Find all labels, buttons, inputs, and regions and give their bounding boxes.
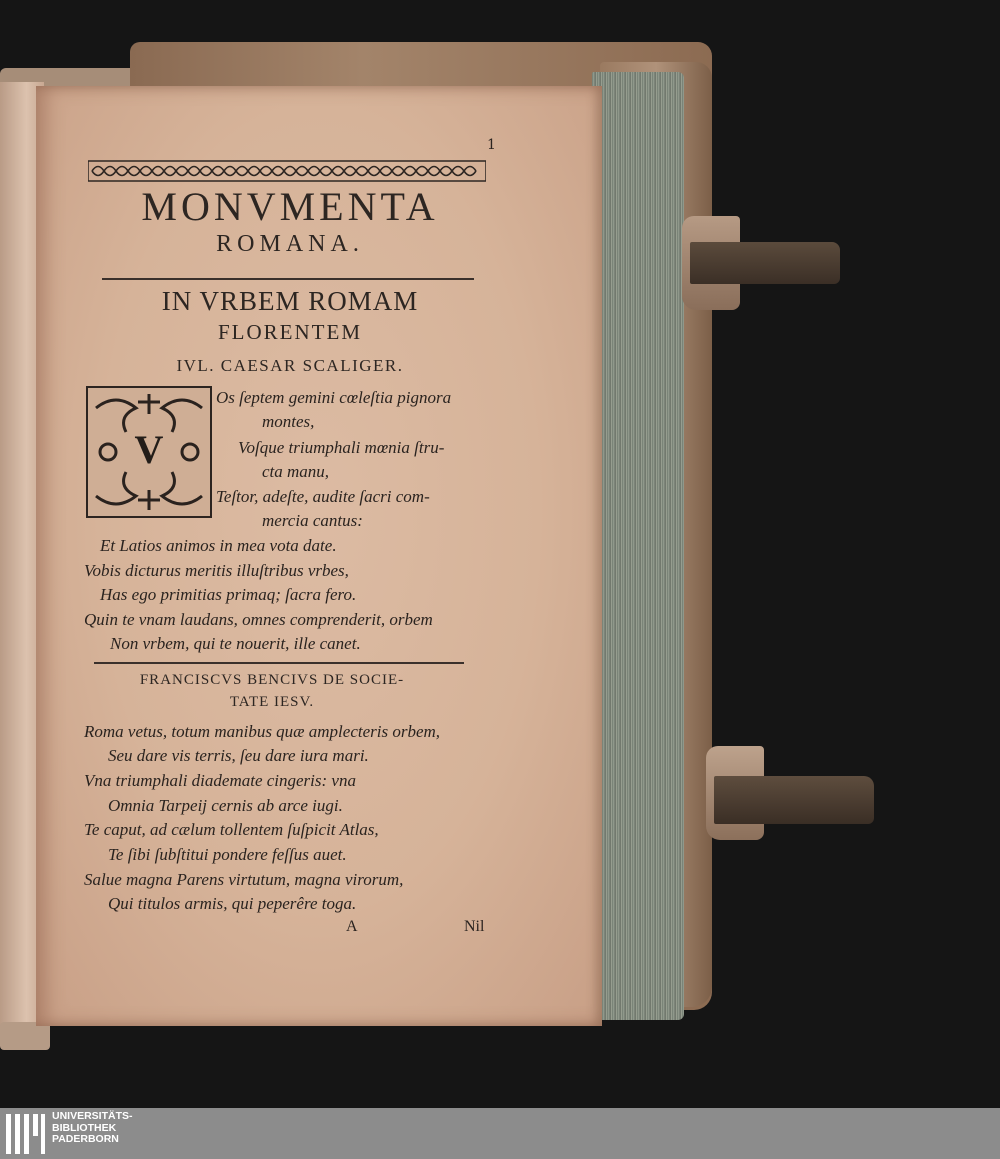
clasp-strap-top [690,242,840,284]
poem-line: Roma vetus, totum manibus quæ amplecteris orbem, [84,722,441,741]
poem-line: Omnia Tarpeij cernis ab arce iugi. [108,796,343,815]
poem-line: Teſtor, adeſte, audite ſacri com- [216,487,430,506]
footer-bar [0,1108,1000,1159]
page-title: MONVMENTA [141,184,439,229]
poem-line: cta manu, [262,462,330,481]
signature-mark: A [346,918,358,935]
poem-author: IVL. CAESAR SCALIGER. [176,356,404,375]
poem-line: Os ſeptem gemini cœleſtia pignora [216,388,452,407]
page-number: 1 [487,137,496,153]
initial-letter: V [134,427,164,472]
poem-line: Salue magna Parens virtutum, magna virorum, [84,870,404,889]
page-subtitle: ROMANA. [216,231,364,257]
clasp-strap-bottom [714,776,874,824]
page-block-edge [592,72,684,1020]
poem-line: Has ego primitias primaq; ſacra fero. [100,585,357,604]
poem-line: Te caput, ad cælum tollentem ſuſpicit Atlas, [84,820,379,839]
divider-rule [94,662,464,664]
poem-line: Vna triumphali diademate cingeris: vna [84,771,356,790]
poem-line: Quin te vnam laudans, omnes comprenderit, orbem [84,610,433,629]
poem-line: Et Latios animos in mea vota date. [100,536,337,555]
poem-subheading: FLORENTEM [218,320,362,344]
poem-line: Seu dare vis terris, ſeu dare iura mari. [108,746,369,765]
section-heading: TATE IESV. [229,694,315,710]
poem-heading: IN VRBEM ROMAM [161,286,419,316]
divider-rule [102,278,474,280]
poem-line: Qui titulos armis, qui peperêre toga. [108,894,357,913]
logo-line: UNIVERSITÄTS- [52,1110,133,1122]
section-heading: FRANCISCVS BENCIVS DE SOCIE- [139,672,405,688]
catchword: Nil [464,918,485,935]
binding-tie-lower [0,1022,50,1050]
logo-line: PADERBORN [52,1133,119,1145]
library-logo-icon [6,1114,46,1154]
poem-line: montes, [262,412,315,431]
poem-line: Te ſibi ſubſtitui pondere feſſus auet. [108,845,347,864]
poem-line: mercia cantus: [262,511,363,530]
poem-line: Non vrbem, qui te nouerit, ille canet. [110,634,361,653]
decorated-initial [86,386,212,518]
poem-line: Voſque triumphali mœnia ſtru- [238,438,445,457]
logo-line: BIBLIOTHEK [52,1121,117,1134]
ornament-band [88,160,486,182]
library-logo-text [52,1111,133,1146]
poem-line: Vobis dicturus meritis illuſtribus vrbes, [84,561,349,580]
